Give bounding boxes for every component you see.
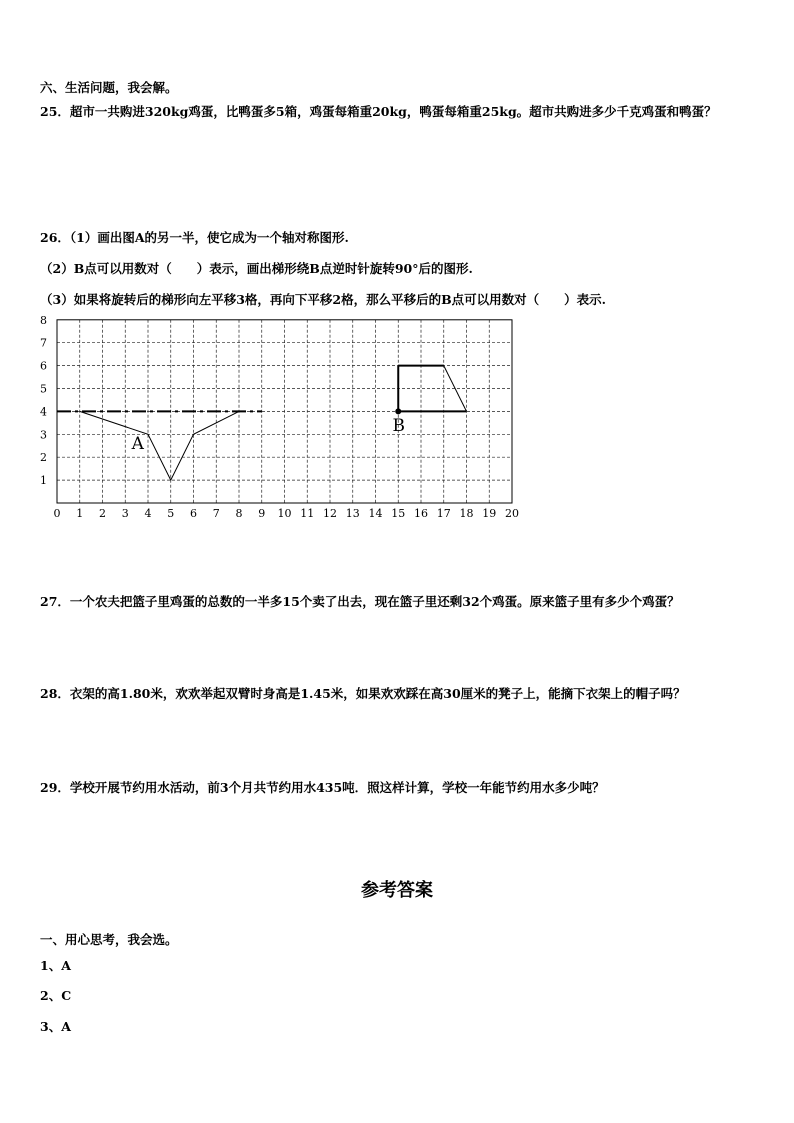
x-tick-label: 15 (391, 507, 406, 520)
x-tick-label: 10 (277, 507, 292, 520)
y-tick-label: 3 (40, 428, 47, 442)
y-tick-label: 2 (40, 451, 47, 465)
point-b (395, 408, 401, 414)
question-26-part-3: （3）如果将旋转后的梯形向左平移3格，再向下平移2格，那么平移后的B点可以用数对（ ）表示. (40, 292, 607, 307)
x-tick-label: 4 (144, 507, 152, 520)
x-tick-label: 13 (345, 507, 360, 520)
x-tick-label: 14 (368, 507, 383, 520)
x-tick-label: 6 (190, 507, 197, 520)
y-tick-label: 4 (40, 405, 47, 419)
x-tick-label: 1 (76, 507, 84, 520)
answer-key-title: 参考答案 (361, 880, 433, 901)
x-tick-label: 16 (414, 507, 428, 520)
y-tick-label: 5 (40, 382, 47, 396)
figure-a-half (80, 411, 239, 480)
question-28: 28．衣架的高1.80米，欢欢举起双臂时身高是1.45米，如果欢欢踩在高30厘米的凳子上，能摘下衣架上的帽子吗？ (40, 686, 686, 701)
question-26-part-1: 26．（1）画出图A的另一半，使它成为一个轴对称图形. (40, 230, 349, 245)
question-25: 25．超市一共购进320kg鸡蛋，比鸭蛋多5箱，鸡蛋每箱重20kg，鸭蛋每箱重25kg。超市共购进多少千克鸡蛋和鸭蛋？ (40, 104, 717, 119)
y-tick-label: 1 (40, 474, 47, 488)
label-b: B (392, 415, 405, 436)
coordinate-grid-figure (0, 0, 794, 540)
x-tick-label: 9 (258, 507, 266, 520)
x-tick-label: 17 (436, 507, 451, 520)
answer-item: 3、A (40, 1019, 71, 1034)
x-tick-label: 12 (323, 507, 337, 520)
answer-item: 2、C (40, 988, 72, 1003)
y-tick-label: 8 (40, 313, 47, 327)
x-tick-label: 8 (235, 507, 243, 520)
question-27: 27．一个农夫把篮子里鸡蛋的总数的一半多15个卖了出去，现在篮子里还剩32个鸡蛋。原来篮子里有多少个鸡蛋？ (40, 594, 680, 609)
x-tick-label: 0 (53, 507, 61, 520)
question-26-part-2: （2）B点可以用数对（ ）表示，画出梯形绕B点逆时针旋转90°后的图形. (40, 261, 473, 276)
question-29: 29．学校开展节约用水活动，前3个月共节约用水435吨．照这样计算，学校一年能节约用水多少吨？ (40, 780, 605, 795)
answer-item: 1、A (40, 958, 71, 973)
x-tick-label: 5 (167, 507, 175, 520)
answer-section-heading: 一、用心思考，我会选。 (40, 932, 178, 947)
x-tick-label: 18 (459, 507, 474, 520)
x-tick-label: 3 (121, 507, 129, 520)
y-tick-label: 6 (40, 359, 47, 373)
x-tick-label: 7 (212, 507, 220, 520)
x-tick-label: 19 (482, 507, 497, 520)
x-tick-label: 11 (300, 507, 315, 520)
section-heading: 六、生活问题，我会解。 (40, 80, 178, 95)
x-tick-label: 2 (99, 507, 106, 520)
label-a: A (131, 434, 144, 455)
y-tick-label: 7 (40, 336, 47, 350)
x-tick-label: 20 (505, 507, 519, 520)
